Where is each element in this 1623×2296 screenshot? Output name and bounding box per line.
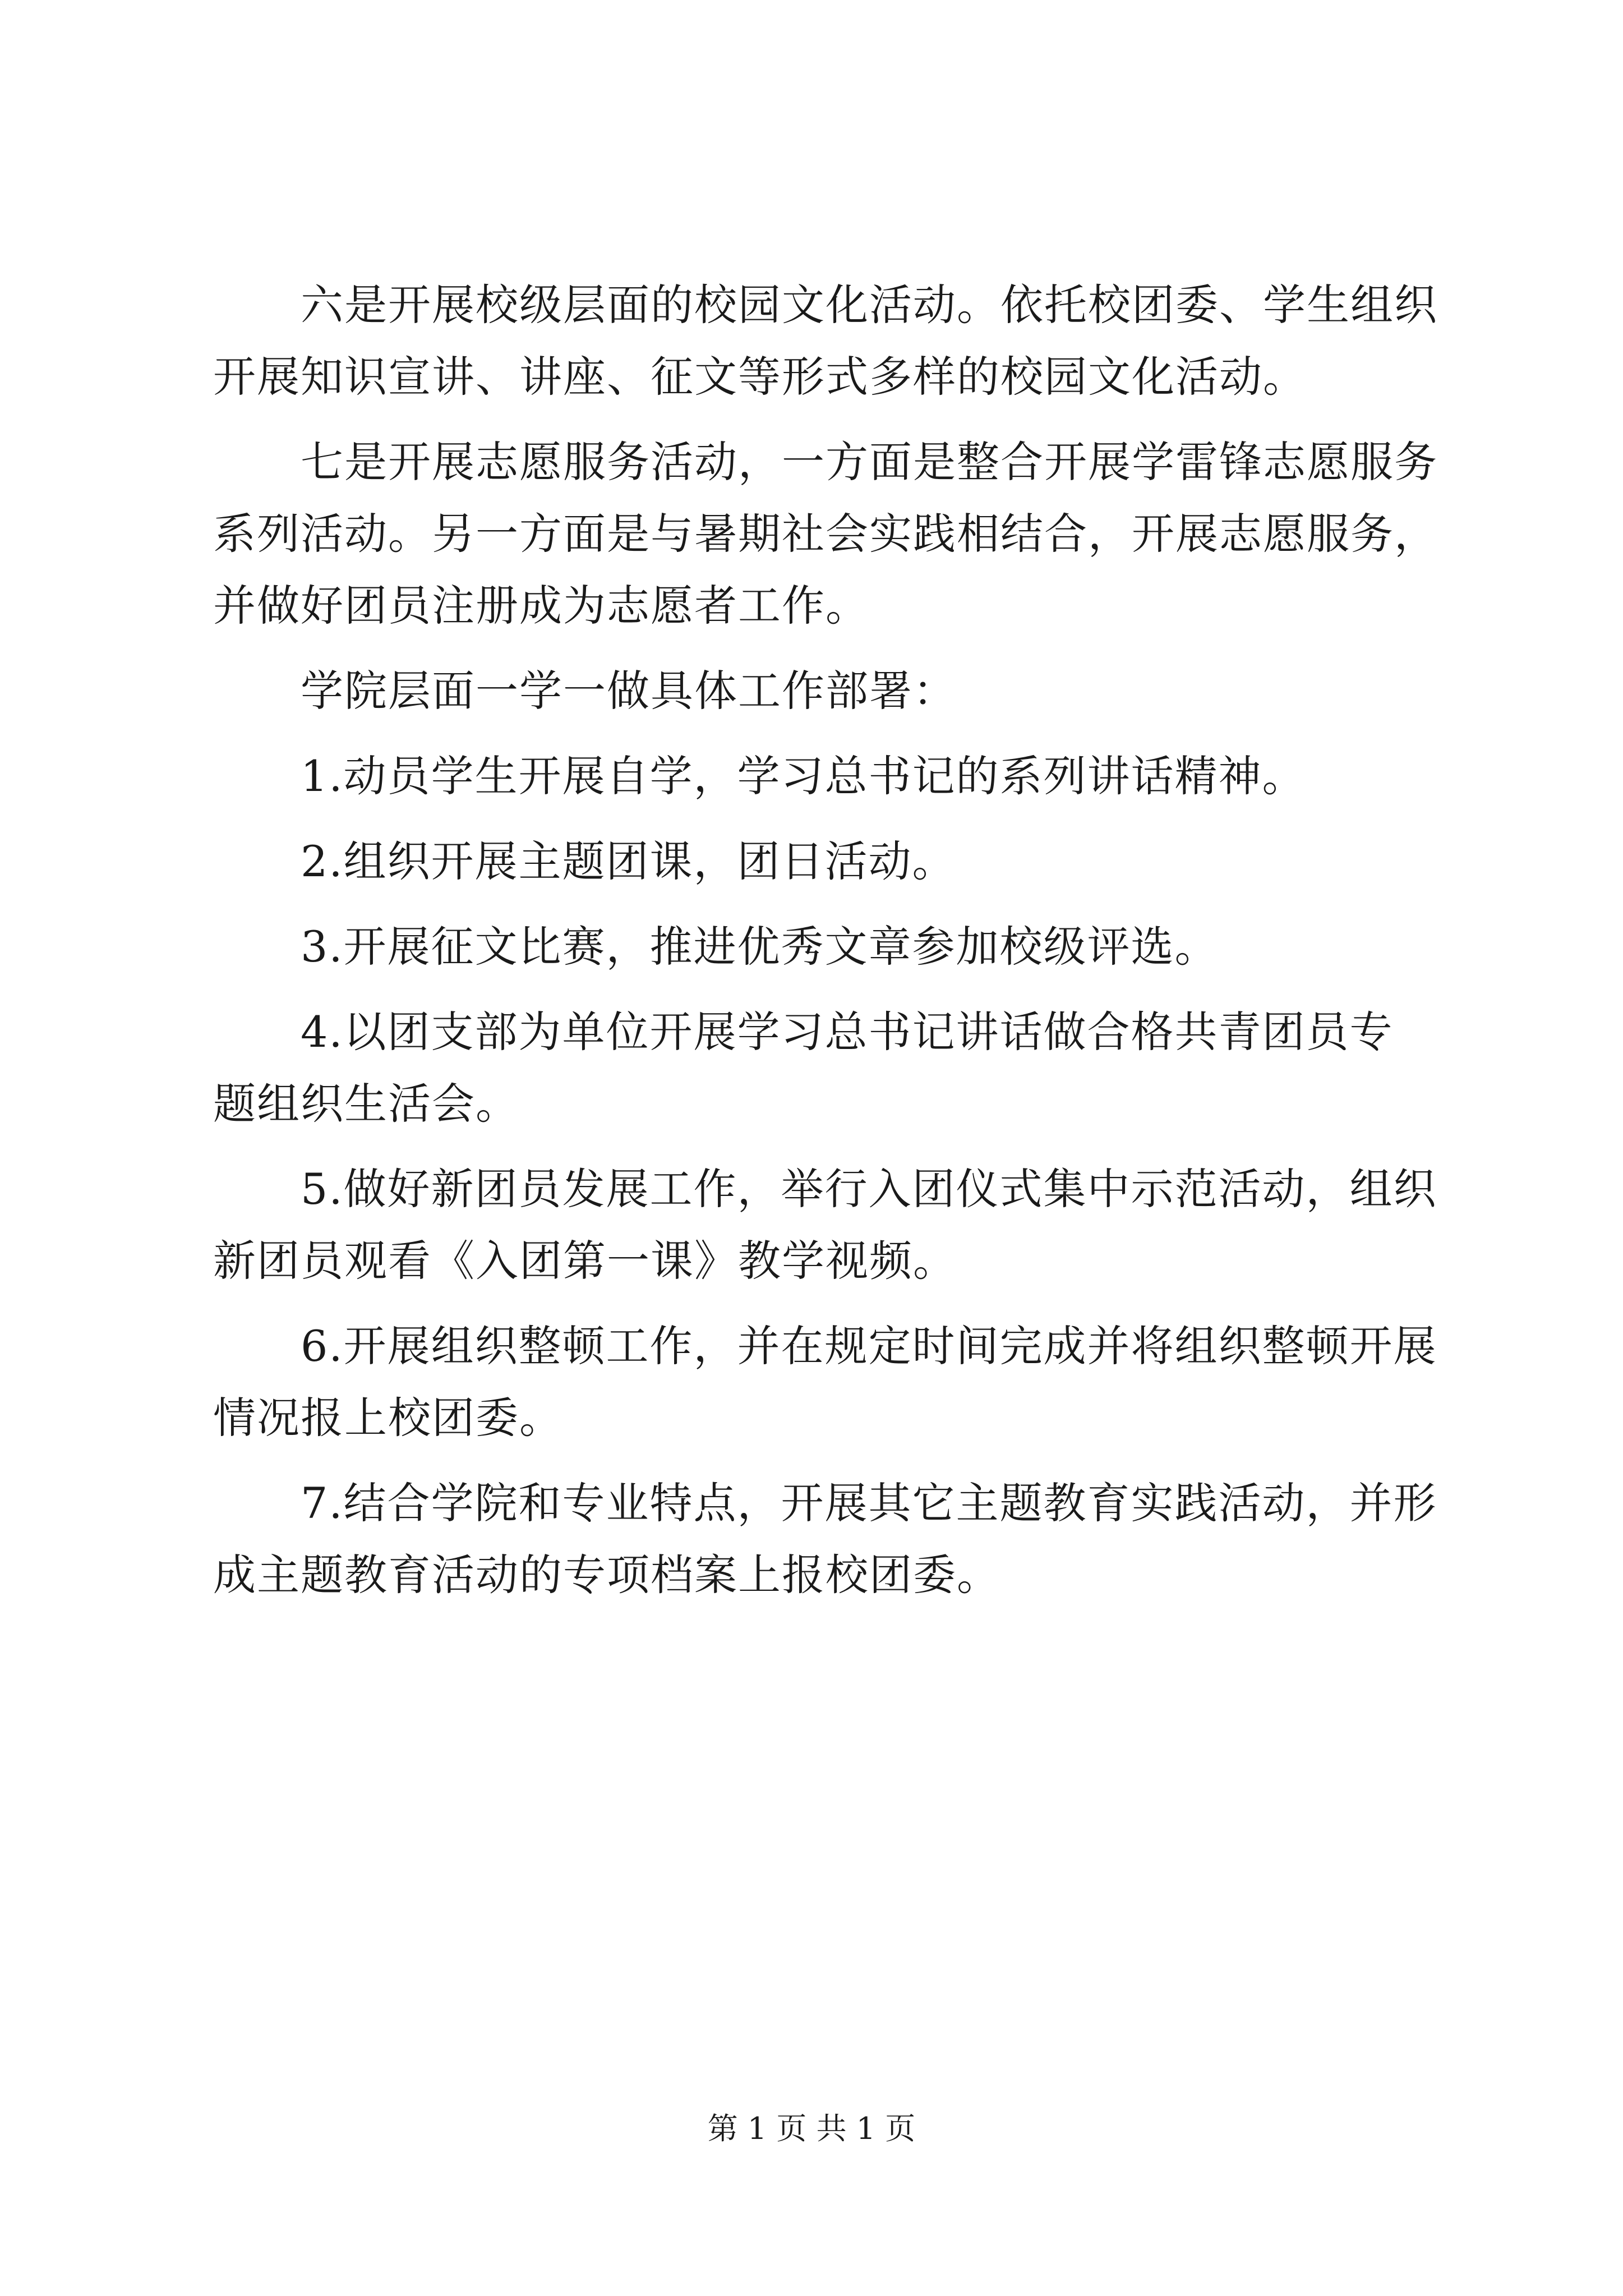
paragraph-line: 题组织生活会。	[213, 1079, 519, 1129]
list-item-6	[213, 1310, 1437, 1454]
paragraph-line: 六是开展校级层面的校园文化活动。依托校团委、学生组织	[301, 280, 1438, 330]
paragraph-line: 2.组织开展主题团课，团日活动。	[301, 836, 956, 886]
list-item-4	[213, 996, 1413, 1140]
paragraph-line: 新团员观看《入团第一课》教学视频。	[213, 1236, 957, 1286]
paragraph-line: 并做好团员注册成为志愿者工作。	[213, 581, 869, 631]
paragraph-line: 七是开展志愿服务活动，一方面是整合开展学雷锋志愿服务	[301, 437, 1438, 487]
paragraph-line: 开展知识宣讲、讲座、征文等形式多样的校园文化活动。	[213, 352, 1307, 402]
paragraph-line: 情况报上校团委。	[213, 1393, 563, 1443]
paragraph-line: 4.以团支部为单位开展学习总书记讲话做合格共青团员专	[301, 1007, 1394, 1057]
paragraph-line: 3.开展征文比赛，推进优秀文章参加校级评选。	[301, 922, 1219, 972]
section-heading-college-deployment	[213, 655, 1413, 727]
list-item-7	[213, 1467, 1437, 1611]
paragraph-line: 1.动员学生开展自学，学习总书记的系列讲话精神。	[301, 751, 1306, 801]
paragraph-line: 成主题教育活动的专项档案上报校团委。	[213, 1550, 1000, 1600]
document-body	[213, 269, 1438, 1625]
list-item-5	[213, 1153, 1437, 1297]
paragraph-line: 系列活动。另一方面是与暑期社会实践相结合，开展志愿服务，	[213, 509, 1438, 559]
paragraph-volunteer-service	[213, 426, 1438, 642]
paragraph-line: 6.开展组织整顿工作，并在规定时间完成并将组织整顿开展	[301, 1321, 1437, 1371]
paragraph-campus-culture	[213, 269, 1438, 413]
paragraph-line: 5.做好新团员发展工作，举行入团仪式集中示范活动，组织	[301, 1164, 1437, 1214]
list-item-1	[213, 740, 1413, 812]
paragraph-line: 7.结合学院和专业特点，开展其它主题教育实践活动，并形	[301, 1478, 1437, 1528]
list-item-3	[213, 911, 1413, 983]
list-item-2	[213, 826, 1413, 898]
page-number-footer: 第 1 页 共 1 页	[707, 2111, 916, 2146]
paragraph-line: 学院层面一学一做具体工作部署：	[301, 666, 957, 716]
